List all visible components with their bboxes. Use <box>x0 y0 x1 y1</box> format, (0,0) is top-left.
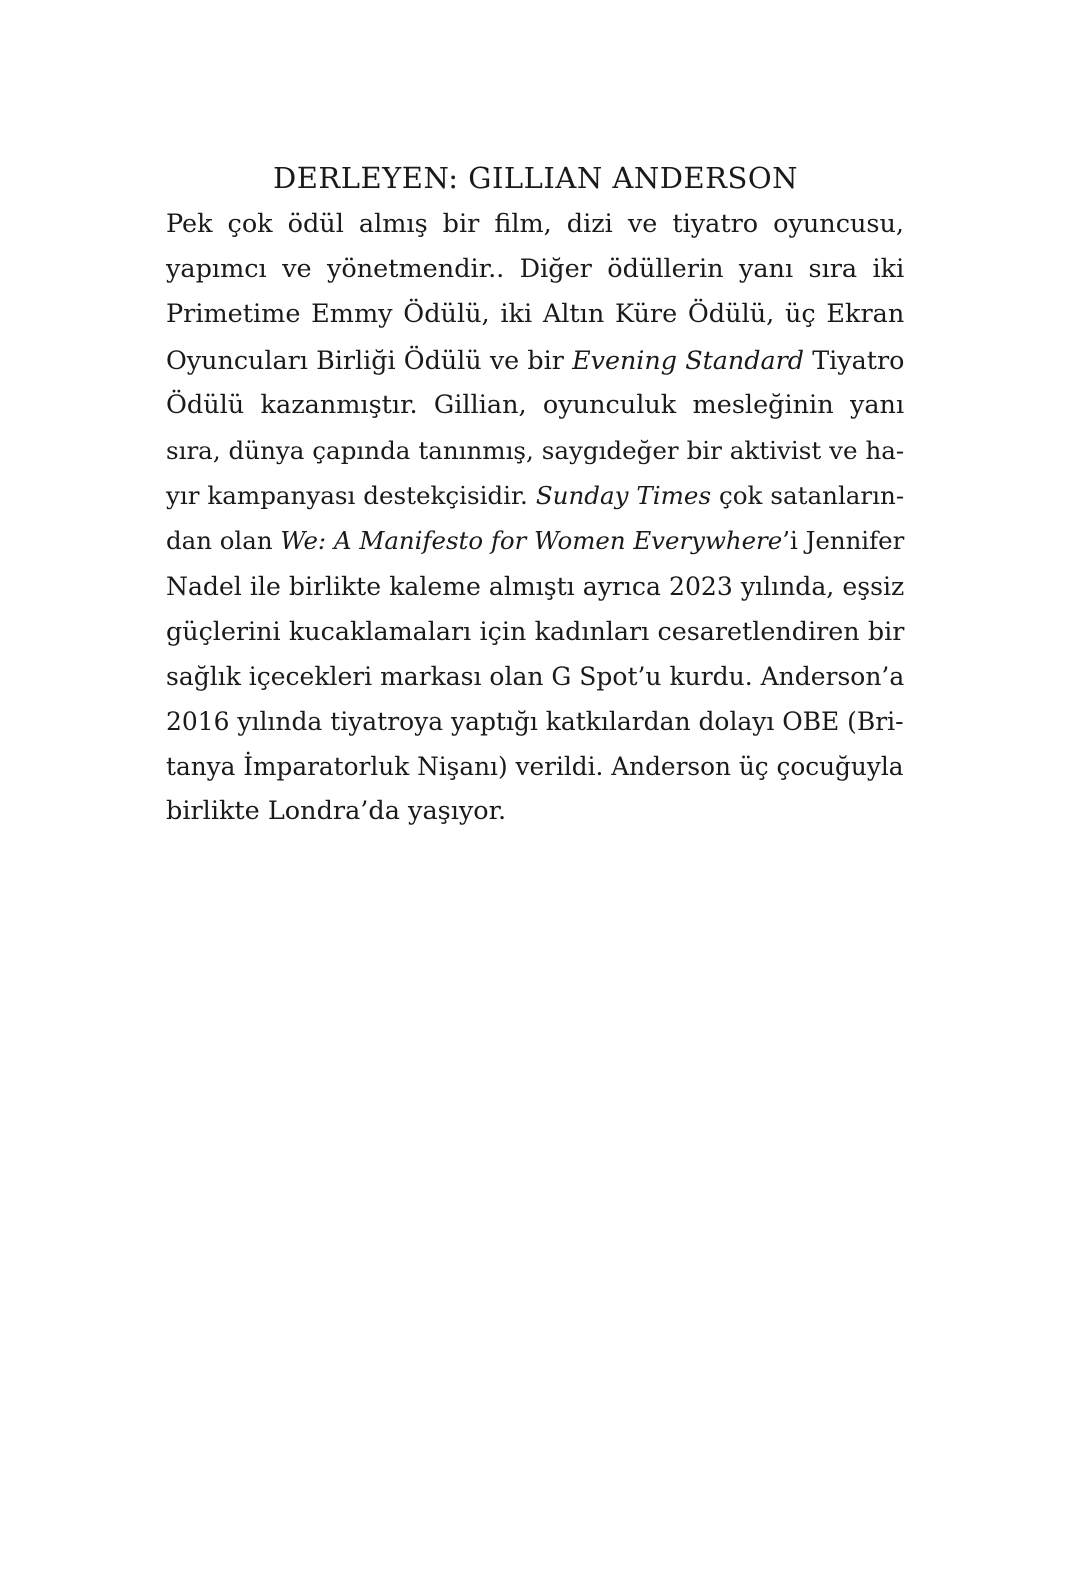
bio-line: güçlerini kucaklamaları için kadınları cesaretlendiren bir <box>166 615 905 646</box>
newspaper-title-italic: Sunday Times <box>535 481 712 511</box>
bio-line: Pek çok ödül almış bir film, dizi ve tiyatro oyuncusu, <box>166 209 905 239</box>
bio-line: yapımcı ve yönetmendir.. Diğer ödüllerin yanı sıra iki <box>166 254 905 285</box>
bio-line: birlikte Londra’da yaşıyor. <box>166 796 507 827</box>
award-title-italic: Evening Standard <box>572 344 805 375</box>
bio-line: sağlık içecekleri markası olan G Spot’u kurdu. Anderson’a <box>166 661 905 691</box>
bio-line: 2016 yılında tiyatroya yaptığı katkılardan dolayı OBE (Bri- <box>166 707 904 737</box>
bio-line: yır kampanyası destekçisidir. Sunday Times çok satanların- <box>166 481 905 511</box>
page-heading: DERLEYEN: GILLIAN ANDERSON <box>272 161 799 195</box>
bio-line: Primetime Emmy Ödülü, iki Altın Küre Ödülü, üç Ekran <box>166 299 905 330</box>
bio-line: sıra, dünya çapında tanınmış, saygıdeğer bir aktivist ve ha- <box>166 435 905 465</box>
bio-line: Ödülü kazanmıştır. Gillian, oyunculuk mesleğinin yanı <box>166 389 905 420</box>
bio-line: Oyuncuları Birliği Ödülü ve bir Evening Standard Tiyatro <box>166 344 905 375</box>
book-title-italic: We: A Manifesto for Women Everywhere <box>280 526 783 556</box>
bio-line: tanya İmparatorluk Nişanı) verildi. Anderson üç çocuğuyla <box>166 752 904 782</box>
biography-paragraph <box>166 202 904 835</box>
bio-line: Nadel ile birlikte kaleme almıştı ayrıca 2023 yılında, eşsiz <box>166 571 905 601</box>
bio-line: dan olan We: A Manifesto for Women Everywhere’i Jennifer <box>166 526 905 556</box>
